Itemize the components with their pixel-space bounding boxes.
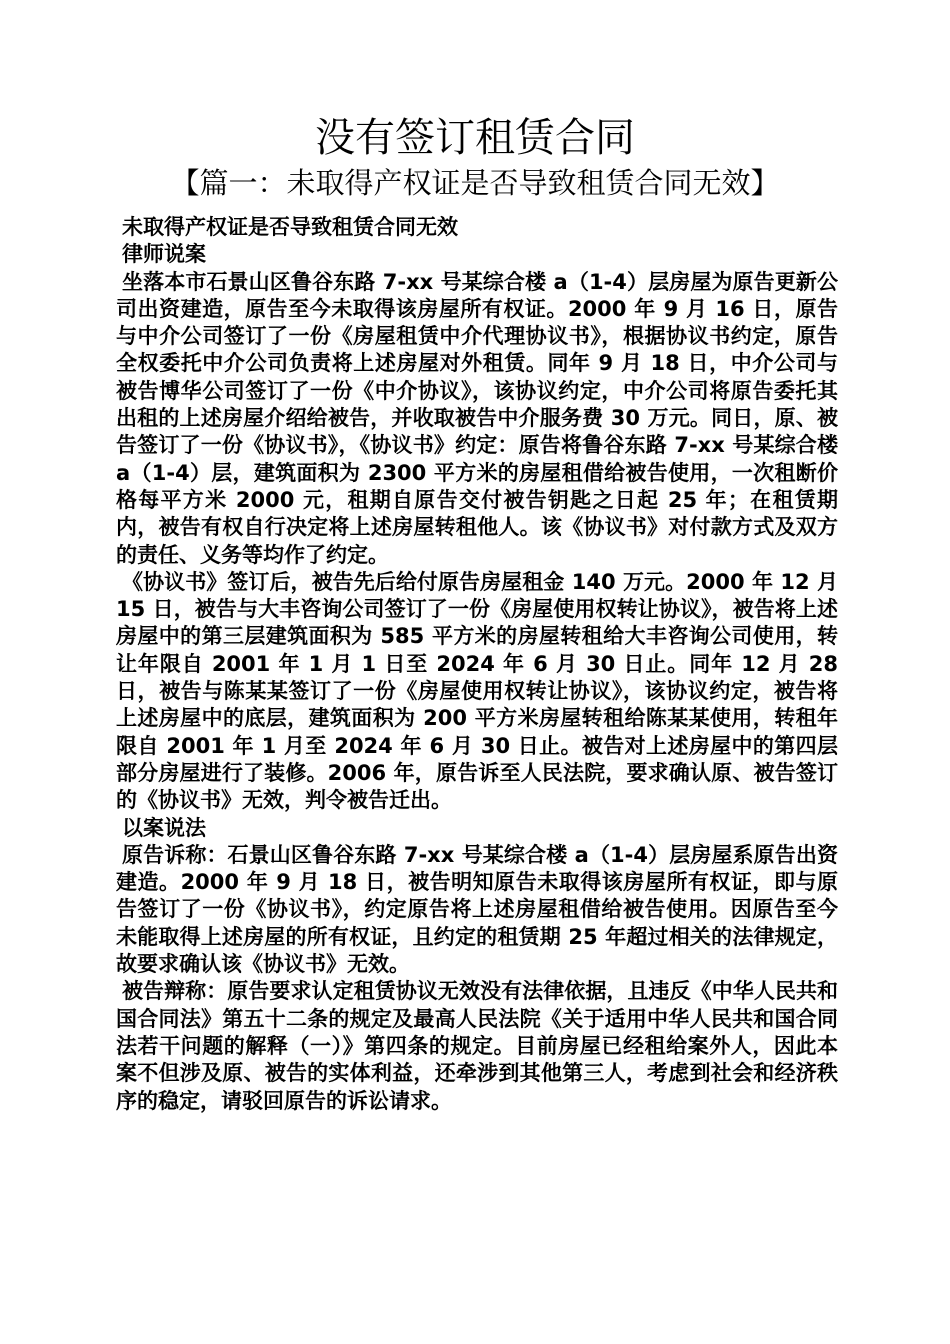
body-paragraph: 坐落本市石景山区鲁谷东路 7-xx 号某综合楼 a（1-4）层房屋为原告更新公司出资建造，原告至今未取得该房屋所有权证。2000 年 9 月 16 日，原告与中介公司签订了一份《房屋租赁中介代理协议书》，根据协议书约定，原告全权委托中介公司负责将上述房屋对外租赁。同年 9 月 18 日，中介公司与被告博华公司签订了一份《中介协议》，该协议约定，中介公司将原告委托其出租的上述房屋介绍给被告，并收取被告中介服务费 30 万元。同日，原、被告签订了一份《协议书》，《协议书》约定：原告将鲁谷东路 7-xx 号某综合楼 a（1-4）层，建筑面积为 2300 平方米的房屋租借给被告使用，一次租断价格每平方米 2000 元，租期自原告交付被告钥匙之日起 25 年；在租赁期内，被告有权自行决定将上述房屋转租他人。该《协议书》对付款方式及双方的责任、义务等均作了约定。 xyxy=(116,269,838,567)
document-body xyxy=(116,214,838,1115)
body-paragraph: 原告诉称：石景山区鲁谷东路 7-xx 号某综合楼 a（1-4）层房屋系原告出资建造。2000 年 9 月 18 日，被告明知原告未取得该房屋所有权证，即与原告签订了一份《协议书》，约定原告将上述房屋租借给被告使用。因原告至今未能取得上述房屋的所有权证，且约定的租赁期 25 年超过相关的法律规定，故要求确认该《协议书》无效。 xyxy=(116,842,838,977)
body-paragraph: 《协议书》签订后，被告先后给付原告房屋租金 140 万元。2000 年 12 月 15 日，被告与大丰咨询公司签订了一份《房屋使用权转让协议》，被告将上述房屋中的第三层建筑面积为 585 平方米的房屋转租给大丰咨询公司使用，转让年限自 2001 年 1 月 1 日至 2024 年 6 月 30 日止。同年 12 月 28 日，被告与陈某某签订了一份《房屋使用权转让协议》，该协议约定，被告将上述房屋中的底层，建筑面积为 200 平方米房屋转租给陈某某使用，转租年限自 2001 年 1 月至 2024 年 6 月 30 日止。被告对上述房屋中的第四层部分房屋进行了装修。2006 年，原告诉至人民法院，要求确认原、被告签订的《协议书》无效，判令被告迁出。 xyxy=(116,569,838,813)
body-paragraph: 被告辩称：原告要求认定租赁协议无效没有法律依据，且违反《中华人民共和国合同法》第五十二条的规定及最高人民法院《关于适用中华人民共和国合同法若干问题的解释（一）》第四条的规定。目前房屋已经租给案外人，因此本案不但涉及原、被告的实体利益，还牵涉到其他第三人，考虑到社会和经济秩序的稳定，请驳回原告的诉讼请求。 xyxy=(116,979,838,1113)
section-heading: 未取得产权证是否导致租赁合同无效 xyxy=(122,215,458,239)
document-subtitle: 【篇一：未取得产权证是否导致租赁合同无效】 xyxy=(170,166,780,200)
document-title: 没有签订租赁合同 xyxy=(315,115,635,161)
section-heading: 律师说案 xyxy=(122,242,206,267)
section-heading: 以案说法 xyxy=(122,815,206,840)
